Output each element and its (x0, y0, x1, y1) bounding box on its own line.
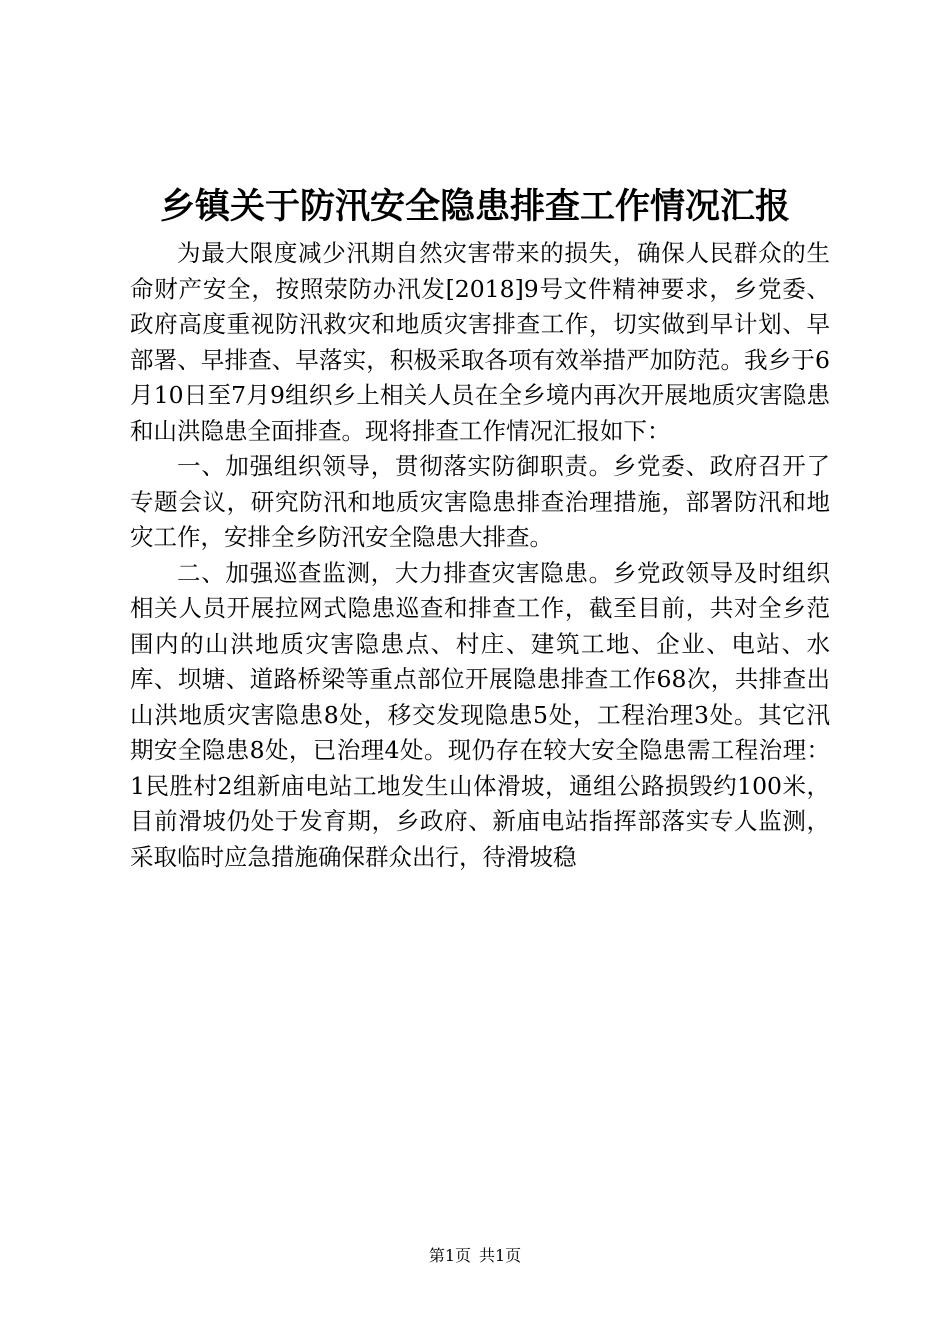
paragraph-section-1: 一、加强组织领导，贯彻落实防御职责。乡党委、政府召开了专题会议，研究防汛和地质灾害隐患排查治理措施，部署防汛和地灾工作，安排全乡防汛安全隐患大排查。 (130, 452, 830, 551)
paragraph-section-2: 二、加强巡查监测，大力排查灾害隐患。乡党政领导及时组织相关人员开展拉网式隐患巡查和排查工作，截至目前，共对全乡范围内的山洪地质灾害隐患点、村庄、建筑工地、企业、电站、水库、坝塘、道路桥梁等重点部位开展隐患排查工作68次，共排查出山洪地质灾害隐患8处，移交发现隐患5处，工程治理3处。其它汛期安全隐患8处，已治理4处。现仍存在较大安全隐患需工程治理：1民胜村2组新庙电站工地发生山体滑坡，通组公路损毁约100米，目前滑坡仍处于发育期，乡政府、新庙电站指挥部落实专人监测，采取临时应急措施确保群众出行，待滑坡稳 (130, 558, 830, 871)
document-body (130, 236, 830, 875)
document-title: 乡镇关于防汛安全隐患排查工作情况汇报 (159, 187, 790, 227)
page-total: 共1页 (479, 1246, 522, 1265)
paragraph-intro: 为最大限度减少汛期自然灾害带来的损失，确保人民群众的生命财产安全，按照荥防办汛发[2018]9号文件精神要求，乡党委、政府高度重视防汛救灾和地质灾害排查工作，切实做到早计划、早部署、早排查、早落实，积极采取各项有效举措严加防范。我乡于6月10日至7月9组织乡上相关人员在全乡境内再次开展地质灾害隐患和山洪隐患全面排查。现将排查工作情况汇报如下： (130, 239, 830, 445)
page-number: 第1页 (428, 1246, 471, 1265)
page-footer (0, 1245, 950, 1267)
